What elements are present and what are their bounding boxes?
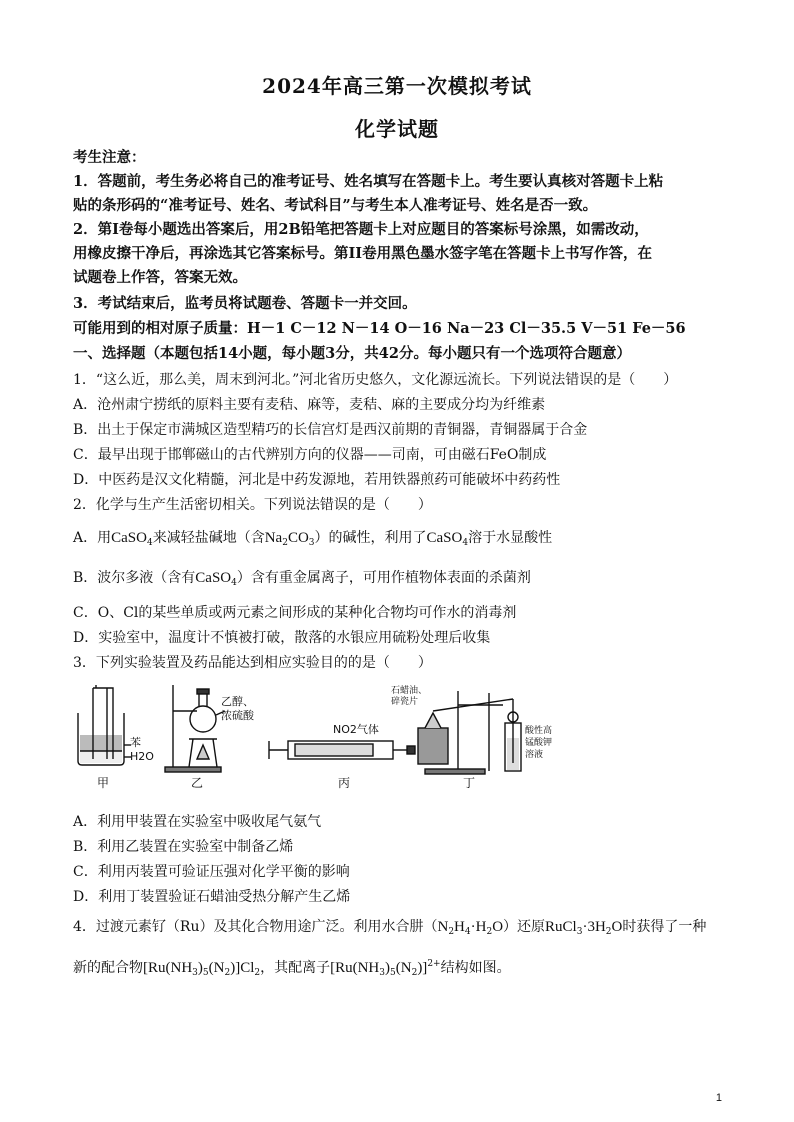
q1-option-d: D．中医药是汉文化精髓，河北是中药发源地，若用铁器煎药可能破坏中药药性 [73, 472, 561, 488]
q2a-formula: CaSO [111, 530, 147, 546]
q2b-text: ）含有重金属离子，可用作植物体表面的杀菌剂 [236, 570, 531, 586]
q2a-text: ）的碱性，利用了 [314, 530, 427, 546]
q4-sub: 4 [464, 927, 471, 937]
q2a-sub: 3 [308, 538, 315, 548]
q2-option-c: C．O、Cl的某些单质或两元素之间形成的某种化合物均可作水的消毒剂 [73, 605, 517, 621]
notice-item-3: 3．考试结束后，监考员将试题卷、答题卡一并交回。 [73, 295, 417, 312]
label-ethanol: 乙醇、 [221, 695, 254, 708]
q4-sub: 5 [390, 968, 396, 978]
q4-text: 结构如图。 [440, 960, 511, 976]
q1-option-a: A．沧州肃宁捞纸的原料主要有麦秸、麻等，麦秸、麻的主要成分均为纤维素 [73, 397, 546, 413]
q2-stem: 2．化学与生产生活密切相关。下列说法错误的是（ ） [73, 497, 432, 513]
q2b-formula: CaSO [195, 570, 232, 586]
q4-sub: 2 [448, 927, 455, 937]
q2-option-a [73, 528, 733, 548]
q3-option-c: C．利用丙装置可验证压强对化学平衡的影响 [73, 864, 350, 880]
q4-sub: 2 [254, 968, 261, 978]
q4-sub: 2 [486, 927, 493, 937]
q4-sub: 5 [202, 968, 209, 978]
label-water: H2O [130, 750, 154, 763]
exam-title: 2024年高三第一次模拟考试 [262, 74, 532, 98]
q4-sub: 3 [576, 927, 583, 937]
q4-sub: 3 [192, 968, 198, 978]
label-acid: 浓硫酸 [221, 709, 254, 722]
q4-text: 4．过渡元素钌（Ru）及其化合物用途广泛。利用水合肼（ [73, 919, 438, 935]
q4-formula: ·3H [582, 919, 606, 935]
q3-option-a: A．利用甲装置在实验室中吸收尾气氨气 [73, 814, 322, 830]
q3-stem: 3．下列实验装置及药品能达到相应实验目的的是（ ） [73, 655, 432, 671]
q4-sub: 2 [411, 968, 418, 978]
q2a-formula: Na [264, 530, 283, 546]
caption-bing: 丙 [338, 776, 351, 790]
caption-yi: 乙 [191, 776, 204, 790]
q4-formula: ·H [470, 919, 487, 935]
caption-ding: 丁 [463, 776, 476, 790]
q2a-text: 溶于水显酸性 [468, 530, 553, 546]
q2a-sub: 4 [146, 538, 153, 548]
notice-item-1b: 贴的条形码的“准考证号、姓名、考试科目”与考生本人准考证号、姓名是否一致。 [73, 197, 598, 214]
notice-item-2b: 用橡皮擦干净后，再涂选其它答案标号。第II卷用黑色墨水签字笔在答题卡上书写作答，在 [73, 245, 653, 262]
q4-formula: )]Cl [230, 960, 255, 976]
q3-option-b: B．利用乙装置在实验室中制备乙烯 [73, 839, 294, 855]
apparatus-figure [73, 683, 633, 793]
q4-formula: [Ru(NH [330, 960, 380, 976]
q1-option-c: C．最早出现于邯郸磁山的古代辨别方向的仪器——司南，可由磁石FeO制成 [73, 447, 547, 463]
q1-stem: 1．“这么近，那么美，周末到河北。”河北省历史悠久，文化源远流长。下列说法错误的是（ ） [73, 372, 678, 388]
q4-text: ）还原 [503, 919, 546, 935]
q4-text: 时获得了一种 [622, 919, 707, 935]
q4-text: ，其配离子 [260, 960, 331, 976]
q2a-formula: CO [287, 530, 309, 546]
q2b-text: B．波尔多液（含有 [73, 570, 196, 586]
notice-heading: 考生注意： [73, 149, 146, 166]
q4-line-1 [73, 917, 733, 937]
q2a-text: A．用 [73, 530, 112, 546]
q4-formula: (N [395, 960, 412, 976]
notice-item-2c: 试题卷上作答，答案无效。 [73, 269, 247, 286]
q2a-formula: CaSO [426, 530, 463, 546]
q2-option-b [73, 568, 733, 588]
atomic-masses: 可能用到的相对原子质量：H－1 C－12 N－14 O－16 Na－23 Cl－35.5 V－51 Fe－56 [73, 320, 686, 337]
label-wax-2: 碎瓷片 [391, 697, 419, 707]
q4-formula: O [492, 919, 504, 935]
label-no2: NO2气体 [333, 723, 379, 736]
q4-formula: )] [417, 960, 428, 976]
q2-option-d: D．实验室中，温度计不慎被打破，散落的水银应用硫粉处理后收集 [73, 630, 491, 646]
q4-formula: ) [385, 960, 391, 976]
notice-item-2a: 2．第Ⅰ卷每小题选出答案后，用2B铅笔把答题卡上对应题目的答案标号涂黑，如需改动， [73, 221, 649, 238]
label-kmno4-2: 锰酸钾 [525, 738, 553, 748]
q3-option-d: D．利用丁装置验证石蜡油受热分解产生乙烯 [73, 889, 351, 905]
apparatus-drawing [73, 683, 633, 793]
q4-formula: N [437, 919, 449, 935]
q4-sub: 2 [605, 927, 612, 937]
notice-item-1a: 1．答题前，考生务必将自己的准考证号、姓名填写在答题卡上。考生要认真核对答题卡上粘 [73, 173, 664, 190]
q4-formula: O [611, 919, 623, 935]
q4-text: 新的配合物 [73, 960, 143, 976]
exam-subtitle: 化学试题 [355, 117, 439, 141]
caption-jia: 甲 [97, 776, 110, 790]
q2b-sub: 4 [231, 578, 237, 588]
q4-formula: RuCl [545, 919, 577, 935]
q4-sub: 3 [379, 968, 386, 978]
page-number: 1 [715, 1092, 722, 1104]
q2a-sub: 4 [462, 538, 469, 548]
q2a-text: 来减轻盐碱地（含 [152, 530, 265, 546]
q2a-sub: 2 [282, 538, 288, 548]
q4-formula: [Ru(NH [143, 960, 193, 976]
q4-formula: ) [197, 960, 203, 976]
q4-formula: H [454, 919, 465, 935]
label-benzene: 苯 [130, 736, 141, 749]
q4-sub: 2 [224, 968, 231, 978]
label-kmno4-1: 酸性高 [525, 726, 553, 736]
label-kmno4-3: 溶液 [525, 750, 544, 760]
q4-formula: (N [208, 960, 225, 976]
q4-sup: 2+ [427, 959, 441, 969]
q4-line-2 [73, 958, 733, 978]
section-heading: 一、选择题（本题包括14小题，每小题3分，共42分。每小题只有一个选项符合题意） [73, 345, 631, 362]
q1-option-b: B．出土于保定市满城区造型精巧的长信宫灯是西汉前期的青铜器，青铜器属于合金 [73, 422, 588, 438]
label-wax-1: 石蜡油、 [391, 686, 428, 696]
